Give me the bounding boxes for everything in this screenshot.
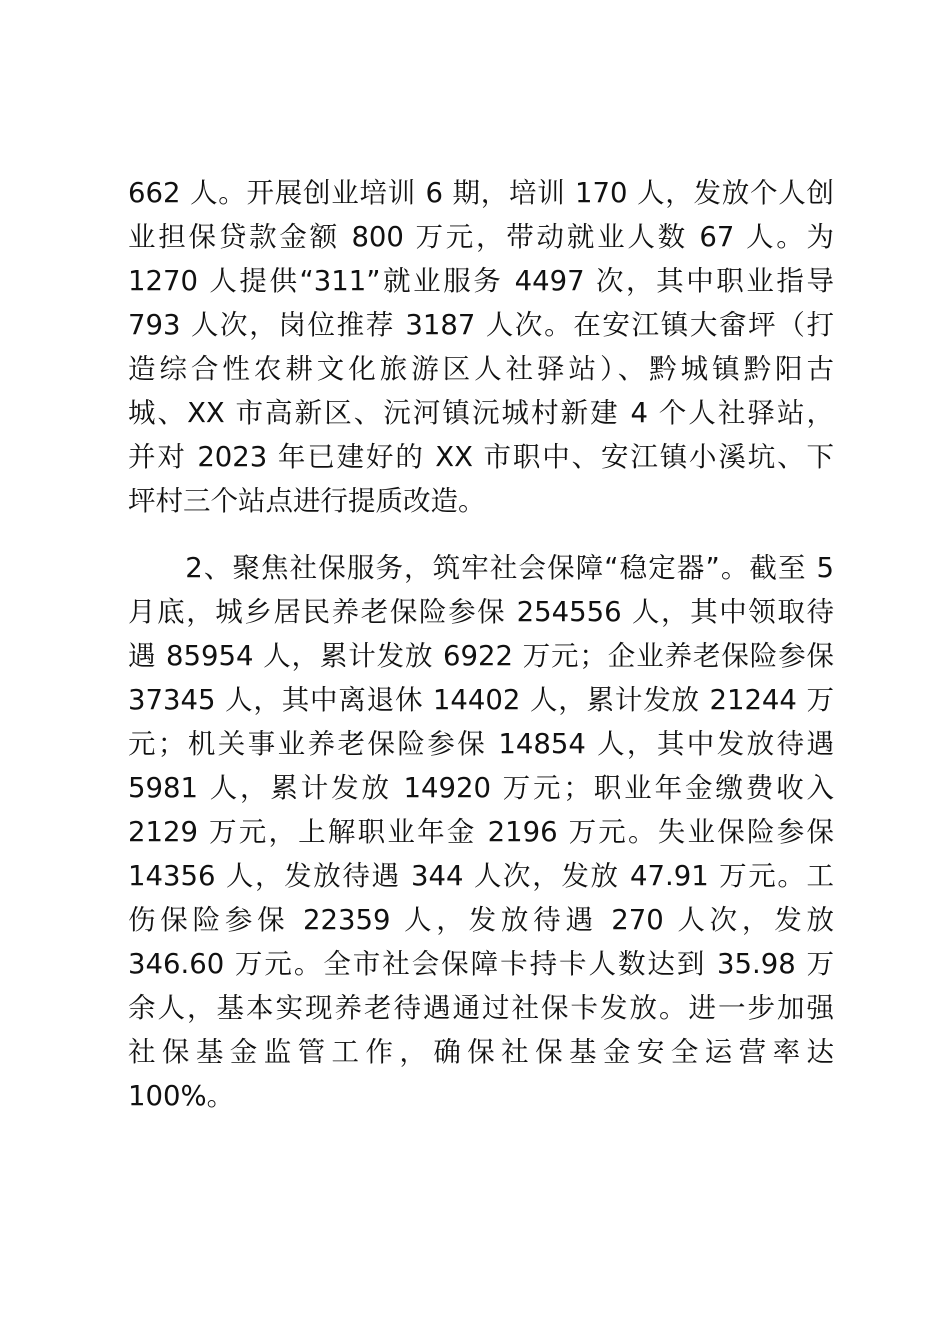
paragraph-line: 坪村三个站点进行提质改造。 xyxy=(128,485,486,517)
paragraph-line: 并对 2023 年已建好的 XX 市职中、安江镇小溪坑、下 xyxy=(128,441,834,473)
paragraph-line: 5981 人，累计发放 14920 万元；职业年金缴费收入 xyxy=(128,772,834,804)
paragraph-line: 社保基金监管工作，确保社保基金安全运营率达 xyxy=(128,1036,834,1068)
paragraph-line: 伤保险参保 22359 人，发放待遇 270 人次，发放 xyxy=(128,904,834,936)
paragraph-line: 城、XX 市高新区、沅河镇沅城村新建 4 个人社驿站， xyxy=(128,397,834,429)
paragraph-line: 37345 人，其中离退休 14402 人，累计发放 21244 万 xyxy=(128,684,834,716)
paragraph-line: 2129 万元，上解职业年金 2196 万元。失业保险参保 xyxy=(128,816,834,848)
paragraph-line: 业担保贷款金额 800 万元，带动就业人数 67 人。为 xyxy=(128,221,834,253)
paragraph-line: 1270 人提供“311”就业服务 4497 次，其中职业指导 xyxy=(128,265,834,297)
paragraph-line: 793 人次，岗位推荐 3187 人次。在安江镇大畲坪（打 xyxy=(128,309,834,341)
paragraph-line: 余人，基本实现养老待遇通过社保卡发放。进一步加强 xyxy=(128,992,834,1024)
paragraph-line: 遇 85954 人，累计发放 6922 万元；企业养老保险参保 xyxy=(128,640,834,672)
paragraph-line: 造综合性农耕文化旅游区人社驿站）、黔城镇黔阳古 xyxy=(128,353,834,385)
paragraph-line: 元；机关事业养老保险参保 14854 人，其中发放待遇 xyxy=(128,728,834,760)
paragraph-line: 2、聚焦社保服务，筑牢社会保障“稳定器”。截至 5 xyxy=(128,552,834,584)
paragraph-line: 662 人。开展创业培训 6 期，培训 170 人，发放个人创 xyxy=(128,177,834,209)
paragraph-line: 100%。 xyxy=(128,1080,235,1112)
paragraph-social-security-services xyxy=(128,546,834,1118)
paragraph-employment-services xyxy=(128,171,834,523)
paragraph-line: 14356 人，发放待遇 344 人次，发放 47.91 万元。工 xyxy=(128,860,834,892)
paragraph-line: 346.60 万元。全市社会保障卡持卡人数达到 35.98 万 xyxy=(128,948,834,980)
paragraph-line: 月底，城乡居民养老保险参保 254556 人，其中领取待 xyxy=(128,596,834,628)
